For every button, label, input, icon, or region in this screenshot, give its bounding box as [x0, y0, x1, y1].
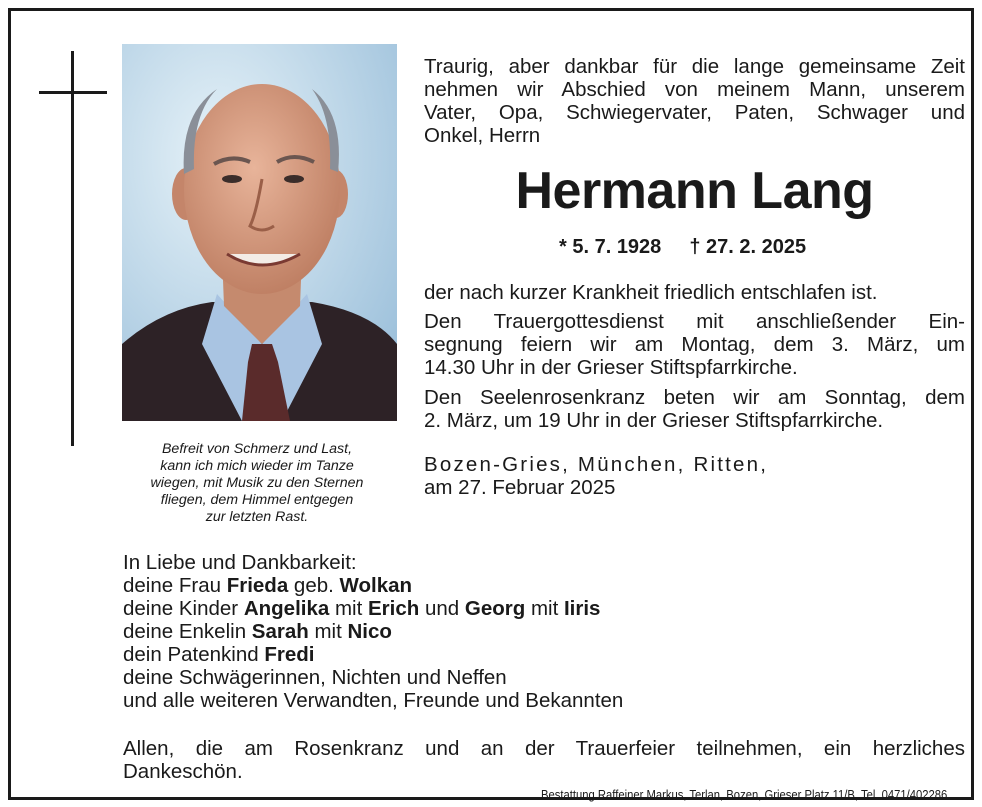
text: dein Patenkind: [123, 643, 265, 666]
poem-line: kann ich mich wieder im Tanze: [160, 458, 354, 474]
thanks-text: [123, 737, 965, 783]
poem-line: zur letzten Rast.: [205, 509, 309, 525]
text: mit: [329, 597, 368, 620]
portrait-photo: [122, 44, 397, 421]
funeral-home-footer: Bestattung Raffeiner Markus, Terlan, Bozen, Grieser Platz 11/B, Tel. 0471/402286: [541, 788, 948, 802]
text: und: [419, 597, 465, 620]
service-line: 14.30 Uhr in der Grieser Stiftspfarrkirche.: [424, 356, 798, 379]
deceased-name: Hermann Lang: [515, 162, 874, 220]
family-line-grandchildren: [123, 620, 623, 643]
name: Frieda: [226, 574, 289, 597]
family-line-children: [123, 597, 623, 620]
place-date: [424, 453, 965, 499]
name: Nico: [347, 620, 392, 643]
service-text: [424, 310, 965, 379]
family-line-others: und alle weiteren Verwandten, Freunde und Bekannten: [123, 689, 624, 712]
memorial-poem: [123, 441, 391, 526]
family-line-wife: [123, 574, 623, 597]
family-line-inlaws: deine Schwägerinnen, Nichten und Neffen: [123, 666, 507, 689]
name: Wolkan: [339, 574, 413, 597]
family-line-godchild: [123, 643, 623, 666]
place-line: Bozen-Gries, München, Ritten,: [424, 453, 769, 476]
name: Fredi: [264, 643, 315, 666]
thanks-line: Dankeschön.: [123, 760, 243, 783]
cross-horizontal-bar: [39, 91, 107, 94]
text: geb.: [288, 574, 340, 597]
passing-line: der nach kurzer Krankheit friedlich entschlafen ist.: [424, 281, 878, 304]
name: Erich: [367, 597, 420, 620]
family-heading: In Liebe und Dankbarkeit:: [123, 551, 357, 574]
cross-vertical-bar: [71, 51, 74, 446]
text: mit: [308, 620, 348, 643]
passing-text: [424, 281, 965, 304]
service-line: Den Trauergottesdienst mit anschließender Ein-: [424, 310, 965, 333]
service-line: segnung feiern wir am Montag, dem 3. März, um: [424, 333, 965, 356]
intro-text: [424, 55, 965, 147]
birth-date: * 5. 7. 1928: [559, 236, 662, 258]
thanks-line: Allen, die am Rosenkranz und an der Trauerfeier teilnehmen, ein herzliches: [123, 737, 965, 760]
intro-line: Traurig, aber dankbar für die lange gemeinsame Zeit: [424, 55, 965, 78]
intro-line: Onkel, Herrn: [424, 124, 541, 147]
date-line: am 27. Februar 2025: [424, 476, 616, 499]
name: Sarah: [251, 620, 309, 643]
rosary-line: 2. März, um 19 Uhr in der Grieser Stiftspfarrkirche.: [424, 409, 884, 432]
poem-line: fliegen, dem Himmel entgegen: [160, 492, 354, 508]
notice-border: [8, 8, 974, 800]
intro-line: Vater, Opa, Schwiegervater, Paten, Schwager und: [424, 101, 965, 124]
text: deine Kinder: [123, 597, 244, 620]
text: mit: [525, 597, 564, 620]
rosary-line: Den Seelenrosenkranz beten wir am Sonntag, dem: [424, 386, 965, 409]
death-date: † 27. 2. 2025: [689, 236, 807, 258]
name: Georg: [464, 597, 526, 620]
name: Angelika: [243, 597, 330, 620]
name: Iiris: [563, 597, 601, 620]
text: deine Enkelin: [123, 620, 252, 643]
family-list: [123, 551, 623, 712]
intro-line: nehmen wir Abschied von meinem Mann, unserem: [424, 78, 965, 101]
rosary-text: [424, 386, 965, 432]
poem-line: wiegen, mit Musik zu den Sternen: [150, 475, 364, 491]
poem-line: Befreit von Schmerz und Last,: [161, 441, 353, 457]
life-dates: [559, 235, 806, 259]
text: deine Frau: [123, 574, 227, 597]
